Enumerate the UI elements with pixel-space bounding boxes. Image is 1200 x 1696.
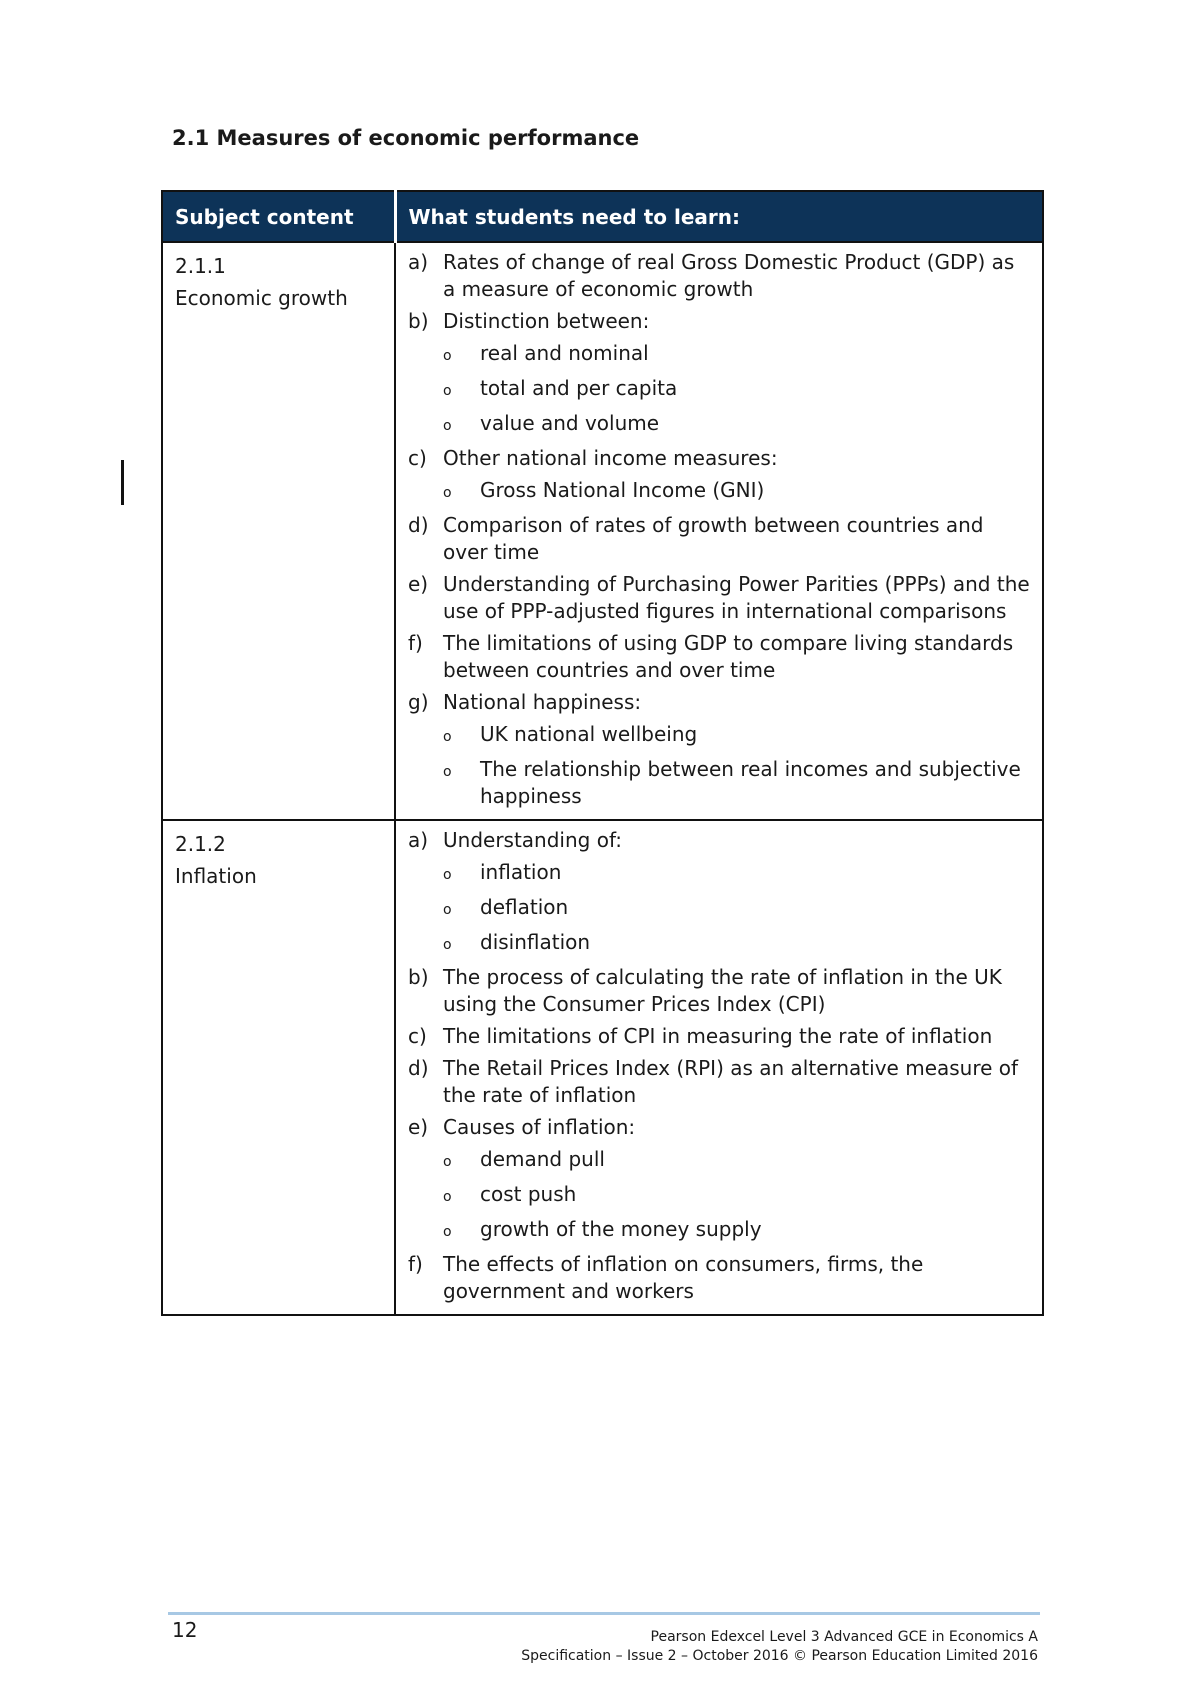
item-text: Comparison of rates of growth between countries and over time bbox=[443, 513, 984, 564]
item-label: b) bbox=[408, 965, 429, 989]
sub-item-text: value and volume bbox=[480, 411, 660, 435]
sub-list-item bbox=[443, 721, 1032, 751]
item-text: Rates of change of real Gross Domestic Product (GDP) as a measure of economic growth bbox=[443, 250, 1015, 301]
sub-list-item bbox=[443, 894, 1032, 924]
item-label: g) bbox=[408, 690, 429, 714]
item-label: d) bbox=[408, 513, 429, 537]
item-text: Causes of inflation: bbox=[443, 1115, 636, 1139]
item-label: d) bbox=[408, 1056, 429, 1080]
item-label: e) bbox=[408, 572, 429, 596]
list-item bbox=[408, 827, 1032, 854]
header-what-students-learn: What students need to learn: bbox=[395, 191, 1043, 242]
item-text: The limitations of using GDP to compare living standards between countries and over time bbox=[443, 631, 1014, 682]
item-text: Other national income measures: bbox=[443, 446, 778, 470]
sub-list-item bbox=[443, 1216, 1032, 1246]
bullet-icon: o bbox=[443, 729, 452, 745]
sub-list-item bbox=[443, 340, 1032, 370]
item-text: The Retail Prices Index (RPI) as an alternative measure of the rate of inflation bbox=[443, 1056, 1019, 1107]
item-text: The effects of inflation on consumers, firms, the government and workers bbox=[443, 1252, 924, 1303]
footer-rule bbox=[168, 1612, 1040, 1615]
bullet-icon: o bbox=[443, 1189, 452, 1205]
bullet-icon: o bbox=[443, 383, 452, 399]
list-item bbox=[408, 1055, 1032, 1109]
item-text: The process of calculating the rate of inflation in the UK using the Consumer Prices Index (CPI) bbox=[443, 965, 1002, 1016]
item-label: a) bbox=[408, 828, 429, 852]
bullet-icon: o bbox=[443, 485, 452, 501]
bullet-icon: o bbox=[443, 418, 452, 434]
item-label: e) bbox=[408, 1115, 429, 1139]
topic-name: Inflation bbox=[175, 864, 257, 888]
sub-list-item bbox=[443, 477, 1032, 507]
sub-item-text: growth of the money supply bbox=[480, 1217, 762, 1241]
list-item bbox=[408, 308, 1032, 335]
header-subject-content: Subject content bbox=[162, 191, 395, 242]
sub-item-text: disinflation bbox=[480, 930, 591, 954]
list-item bbox=[408, 1114, 1032, 1141]
sub-item-text: The relationship between real incomes and subjective happiness bbox=[480, 757, 1021, 808]
bullet-icon: o bbox=[443, 1224, 452, 1240]
topic-name: Economic growth bbox=[175, 286, 348, 310]
sub-list-item bbox=[443, 929, 1032, 959]
item-label: c) bbox=[408, 1024, 427, 1048]
table-body bbox=[162, 242, 1043, 1315]
list-item bbox=[408, 1251, 1032, 1305]
sub-item-text: total and per capita bbox=[480, 376, 678, 400]
list-item bbox=[408, 249, 1032, 303]
list-item bbox=[408, 689, 1032, 716]
content-cell bbox=[395, 820, 1043, 1315]
item-label: a) bbox=[408, 250, 429, 274]
list-item bbox=[408, 1023, 1032, 1050]
item-text: The limitations of CPI in measuring the rate of inflation bbox=[443, 1024, 993, 1048]
sub-list-item bbox=[443, 859, 1032, 889]
footer-text bbox=[521, 1628, 1038, 1666]
item-label: f) bbox=[408, 631, 423, 655]
list-item bbox=[408, 571, 1032, 625]
sub-list-item bbox=[443, 375, 1032, 405]
bullet-icon: o bbox=[443, 867, 452, 883]
item-label: c) bbox=[408, 446, 427, 470]
sub-list-item bbox=[443, 410, 1032, 440]
bullet-icon: o bbox=[443, 348, 452, 364]
topic-cell bbox=[162, 242, 395, 820]
sub-item-text: UK national wellbeing bbox=[480, 722, 698, 746]
content-cell bbox=[395, 242, 1043, 820]
sub-item-text: cost push bbox=[480, 1182, 577, 1206]
topic-code: 2.1.2 bbox=[175, 832, 226, 856]
bullet-icon: o bbox=[443, 937, 452, 953]
table-row bbox=[162, 242, 1043, 820]
sub-list-item bbox=[443, 1181, 1032, 1211]
sub-list-item bbox=[443, 756, 1032, 810]
change-bar bbox=[121, 460, 124, 505]
list-item bbox=[408, 445, 1032, 472]
table-row bbox=[162, 820, 1043, 1315]
item-text: Understanding of Purchasing Power Parities (PPPs) and the use of PPP-adjusted figures in international comparisons bbox=[443, 572, 1030, 623]
list-item bbox=[408, 630, 1032, 684]
spec-table bbox=[161, 190, 1044, 1316]
table-header-row bbox=[162, 191, 1043, 242]
item-text: Understanding of: bbox=[443, 828, 623, 852]
sub-item-text: real and nominal bbox=[480, 341, 649, 365]
sub-item-text: Gross National Income (GNI) bbox=[480, 478, 765, 502]
sub-item-text: inflation bbox=[480, 860, 562, 884]
page-number: 12 bbox=[172, 1618, 198, 1642]
list-item bbox=[408, 512, 1032, 566]
item-text: National happiness: bbox=[443, 690, 642, 714]
item-label: b) bbox=[408, 309, 429, 333]
sub-item-text: deflation bbox=[480, 895, 569, 919]
sub-list-item bbox=[443, 1146, 1032, 1176]
topic-cell bbox=[162, 820, 395, 1315]
bullet-icon: o bbox=[443, 764, 452, 780]
footer-line-1: Pearson Edexcel Level 3 Advanced GCE in Economics A bbox=[650, 1629, 1038, 1645]
section-title: 2.1 Measures of economic performance bbox=[172, 126, 640, 150]
bullet-icon: o bbox=[443, 902, 452, 918]
list-item bbox=[408, 964, 1032, 1018]
item-label: f) bbox=[408, 1252, 423, 1276]
sub-item-text: demand pull bbox=[480, 1147, 605, 1171]
item-text: Distinction between: bbox=[443, 309, 650, 333]
bullet-icon: o bbox=[443, 1154, 452, 1170]
footer-line-2: Specification – Issue 2 – October 2016 © Pearson Education Limited 2016 bbox=[521, 1648, 1038, 1664]
topic-code: 2.1.1 bbox=[175, 254, 226, 278]
